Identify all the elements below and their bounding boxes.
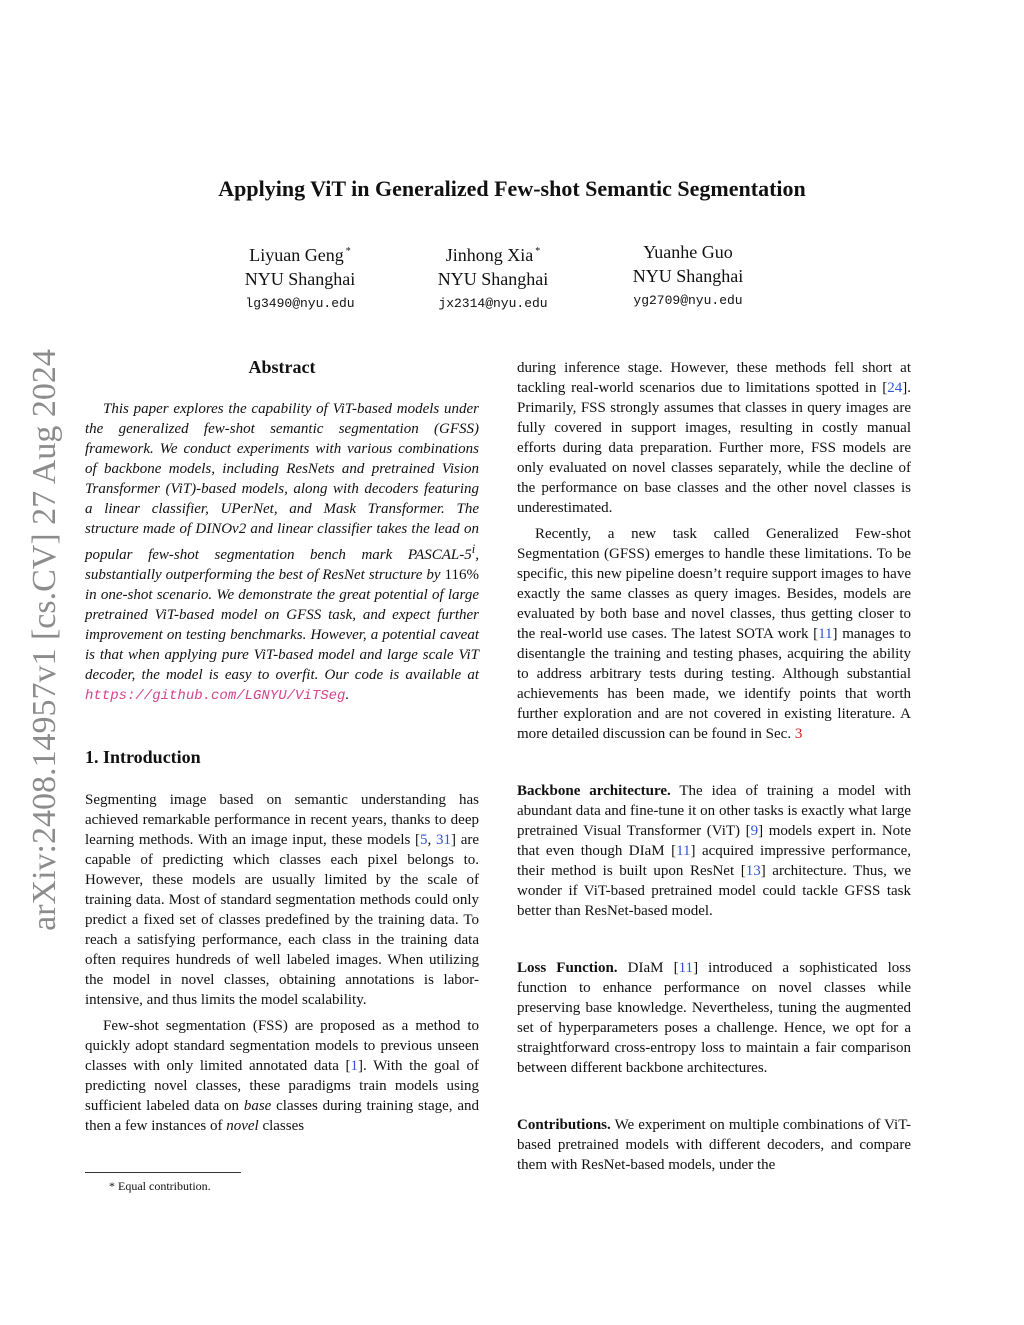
author-affiliation: NYU Shanghai	[632, 266, 744, 286]
author-block-3	[568, 240, 808, 314]
citation-link[interactable]: 24	[887, 380, 903, 396]
abstract-paragraph: This paper explores the capability of ViT-based models under the generalized few-shot semantic segmentation (GFSS) framework. We conduct experiments with various combinations of backbone models, including ResNets and pretrained Vision Transformer (ViT)-based models, along with decoders featuring a linear classifier, UPerNet, and Mask Transformer. The structure made of DINOv2 and linear classifier takes the lead on popular few-shot segmentation bench mark PASCAL-5$^i$, substantially outperforming the best of ResNet structure by 116% in one-shot scenario. We demonstrate the great potential of large pretrained ViT-based model on GFSS task, and expect further improvement on testing benchmarks. However, a potential caveat is that when applying pure ViT-based model and large scale ViT decoder, the model is easy to overfit. Our code is available at https://github.com/LGNYU/ViTSeg.	[85, 401, 479, 704]
citation-link[interactable]: 13	[745, 863, 761, 879]
author-name: Yuanhe Guo	[643, 242, 733, 262]
citation-link[interactable]: 31	[436, 832, 451, 848]
author-name: Jinhong Xia	[445, 245, 534, 265]
citation-link[interactable]: 11	[678, 960, 694, 976]
intro-paragraph-1: Segmenting image based on semantic understanding has achieved remarkable performance in recent years, thanks to deep learning methods. With an image input, these models [5, 31] are capable of predicting which classes each pixel belongs to. However, these models are usually limited by the scale of training data. Most of standard segmentation methods could only predict a fixed set of classes predefined by the training data. To reach a satisfying performance, each class in the training data often requires hundreds of well labeled images. When utilizing the model in novel classes, obtaining annotations is labor-intensive, and thus limits the model scalability.	[85, 792, 480, 1008]
equal-contribution-mark: *	[345, 246, 351, 257]
author-email: yg2709@nyu.edu	[633, 293, 743, 308]
section-reference-link[interactable]: 3	[794, 726, 803, 742]
code-repository-link[interactable]: https://github.com/LGNYU/ViTSeg	[85, 688, 346, 704]
abstract-heading: Abstract	[248, 357, 316, 377]
citation-link[interactable]: 11	[818, 626, 833, 642]
author-name: Liyuan Geng	[249, 245, 344, 265]
equal-contribution-mark: *	[535, 246, 541, 257]
footnote-rule	[85, 1172, 241, 1173]
paragraph-heading: Loss Function.	[517, 960, 618, 976]
loss-function-paragraph: Loss Function. DIaM [11] introduced a sophisticated loss function to enhance performance on novel classes while preserving base knowledge. Nevertheless, tuning the augmented set of hyperparameters poses a challenge. Hence, we opt for a straightforward cross-entropy loss to maintain a fair comparison between different backbone architectures.	[517, 960, 911, 1076]
paragraph-heading: Backbone architecture.	[517, 783, 671, 799]
arxiv-identifier-stamp: arXiv:2408.14957v1 [cs.CV] 27 Aug 2024	[26, 349, 63, 931]
author-email: jx2314@nyu.edu	[438, 296, 548, 311]
right-column	[517, 358, 911, 1175]
author-affiliation: NYU Shanghai	[244, 269, 356, 289]
percent-value: 116%	[444, 567, 479, 583]
backbone-architecture-paragraph: Backbone architecture. The idea of training a model with abundant data and fine-tune it on other tasks is exactly what large pretrained Visual Transformer (ViT) [9] models expert in. Note that even though DIaM [11] acquired impressive performance, their method is built upon ResNet [13] architecture. Thus, we wonder if ViT-based pretrained model could tackle GFSS task better than ResNet-based model.	[517, 783, 912, 919]
citation-link[interactable]: 11	[676, 843, 691, 859]
paper-title: Applying ViT in Generalized Few-shot Semantic Segmentation	[218, 176, 806, 201]
intro-paragraph-3: during inference stage. However, these methods fell short at tackling real-world scenarios due to limitations spotted in [24]. Primarily, FSS strongly assumes that classes in query images are fully covered in support images, resulting in costly manual efforts during data preparation. Further more, FSS models are only evaluated on novel classes separately, while the decline of the performance on base classes and the other novel classes is underestimated.	[517, 360, 911, 516]
intro-paragraph-4: Recently, a new task called Generalized Few-shot Segmentation (GFSS) emerges to handle these limitations. To be specific, this new pipeline doesn’t require support images to have exactly the same classes as query images. Besides, models are evaluated by both base and novel classes, thus getting closer to the real-world use cases. The latest SOTA work [11] manages to disentangle the training and testing phases, acquiring the ability to address arbitrary tests during testing. Although substantial achievements has been made, we identify points that worth further exploration and are not covered in existing literature. A more detailed discussion can be found in Sec. 3	[517, 526, 911, 742]
citation-link[interactable]: 5	[420, 832, 428, 848]
citation-link[interactable]: 9	[750, 823, 759, 839]
intro-paragraph-2: Few-shot segmentation (FSS) are proposed as a method to quickly adopt standard segmentation models to previous unseen classes with only limited annotated data [1]. With the goal of predicting novel classes, these paradigms train models using sufficient labeled data on base classes during training stage, and then a few instances of novel classes	[85, 1018, 480, 1134]
footnote	[85, 1172, 479, 1194]
paragraph-heading: Contributions.	[517, 1117, 611, 1133]
citation-link[interactable]: 1	[350, 1058, 358, 1074]
footnote-text: * Equal contribution.	[109, 1179, 211, 1193]
author-affiliation: NYU Shanghai	[437, 269, 549, 289]
left-column	[85, 354, 479, 1136]
contributions-paragraph: Contributions. We experiment on multiple combinations of ViT-based pretrained models with different decoders, and compare them with ResNet-based models, under the	[517, 1117, 911, 1173]
superscript-i: i	[471, 542, 476, 556]
introduction-heading: 1. Introduction	[85, 747, 201, 767]
author-email: lg3490@nyu.edu	[245, 296, 355, 311]
